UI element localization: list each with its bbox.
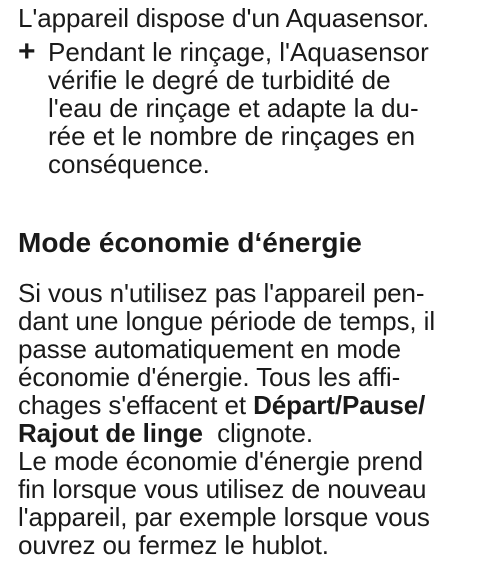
bullet-line: conséquence. xyxy=(48,149,210,179)
section-heading: Mode économie d‘énergie xyxy=(18,227,362,258)
start-pause-label: Départ/Pause/ xyxy=(253,390,426,420)
energy-saving-paragraph xyxy=(18,279,435,447)
paragraph-line: dant une longue période de temps, il xyxy=(18,306,436,336)
intro-text: L'appareil dispose d'un Aquasensor. xyxy=(18,3,430,33)
paragraph-line xyxy=(18,391,435,419)
bullet-line: Pendant le rinçage, l'Aquasensor xyxy=(48,37,429,67)
add-laundry-label: Rajout de linge xyxy=(18,418,203,448)
paragraph-line: passe automatiquement en mode xyxy=(18,334,402,364)
paragraph-line: Le mode économie d'énergie prend xyxy=(18,446,424,476)
paragraph-line: fin lorsque vous utilisez de nouveau xyxy=(18,474,427,504)
wake-up-paragraph xyxy=(18,447,430,559)
paragraph-line: l'appareil, par exemple lorsque vous xyxy=(18,502,430,532)
plus-bullet-icon: + xyxy=(18,35,36,68)
bullet-line: l'eau de rinçage et adapte la du- xyxy=(48,93,419,123)
bullet-paragraph xyxy=(48,38,429,178)
bullet-line: vérifie le degré de turbidité de xyxy=(48,65,391,95)
paragraph-text: chages s'effacent et xyxy=(18,390,254,420)
paragraph-line: économie d'énergie. Tous les affi- xyxy=(18,362,401,392)
paragraph-line: Si vous n'utilisez pas l'appareil pen- xyxy=(18,278,425,308)
paragraph-line xyxy=(18,419,435,447)
paragraph-line: ouvrez ou fermez le hublot. xyxy=(18,530,329,560)
bullet-line: rée et le nombre de rinçages en xyxy=(48,121,416,151)
paragraph-text: clignote. xyxy=(202,418,314,448)
